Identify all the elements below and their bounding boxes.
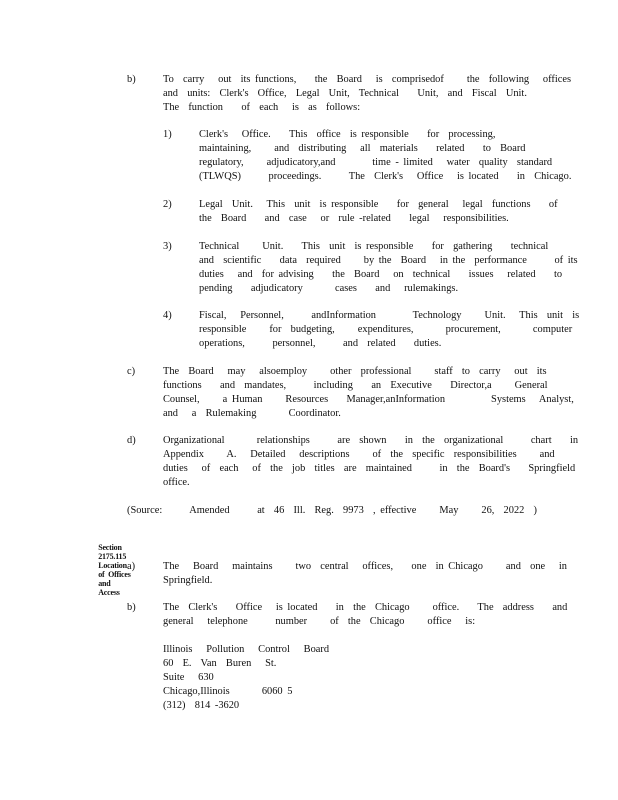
location-b-label: b): [127, 602, 136, 613]
source-note: [127, 504, 537, 518]
item-b-line: and units: Clerk's Office, Legal Unit, Technical Unit, and Fiscal Unit.: [163, 88, 527, 99]
location-a-line: The Board maintains two central offices, one in Chicago and one in: [163, 561, 567, 572]
subitem-line: maintaining, and distributing all materials related to Board: [199, 143, 526, 154]
address-line: Chicago,Illinois 6060 5: [163, 686, 293, 697]
section-title-offices: of Offices: [98, 570, 131, 579]
location-a-text: [163, 560, 567, 588]
subitem-line: Legal Unit. This unit is responsible for general legal functions of: [199, 199, 558, 210]
subitem-line: (TLWQS) proceedings. The Clerk's Office is located in Chicago.: [199, 171, 572, 182]
location-b-line: The Clerk's Office is located in the Chicago office. The address and: [163, 602, 568, 613]
item-b-line: To carry out its functions, the Board is comprisedof the following offices: [163, 74, 571, 85]
subitem-line: and scientific data required by the Board in the performance of its: [199, 255, 578, 266]
subitem-line: Clerk's Office. This office is responsible for processing,: [199, 129, 496, 140]
subitem-3-label: 3): [163, 241, 172, 252]
item-b-text: [163, 73, 571, 115]
location-a-label: a): [127, 561, 136, 572]
section-title-and: and: [98, 579, 111, 588]
location-b-line: general telephone number of the Chicago office is:: [163, 616, 476, 627]
address-line: 60 E. Van Buren St.: [163, 658, 277, 669]
item-d-line: Appendix A. Detailed descriptions of the specific responsibilities and: [163, 449, 555, 460]
subitem-4-text: [199, 309, 579, 351]
section-number: 2175.115: [98, 552, 127, 561]
subitem-4-label: 4): [163, 310, 172, 321]
item-c-line: Counsel, a Human Resources Manager,anInformation Systems Analyst,: [163, 394, 574, 405]
item-c-text: [163, 365, 574, 421]
item-c-label: c): [127, 366, 136, 377]
location-b-text: [163, 601, 567, 629]
item-d-line: duties of each of the job titles are maintained in the Board's Springfield: [163, 463, 576, 474]
location-a-line: Springfield.: [163, 575, 213, 586]
subitem-line: pending adjudicatory cases and rulemakings.: [199, 283, 459, 294]
address-line: (312) 814 -3620: [163, 700, 240, 711]
item-d-text: [163, 434, 578, 490]
subitem-line: Technical Unit. This unit is responsible for gathering technical: [199, 241, 549, 252]
subitem-3-text: [199, 240, 578, 296]
subitem-line: regulatory, adjudicatory,and time - limited water quality standard: [199, 157, 553, 168]
address-block: [163, 643, 329, 713]
address-line: Suite 630: [163, 672, 214, 683]
item-b-line: The function of each is as follows:: [163, 102, 361, 113]
section-heading: [91, 534, 145, 606]
item-d-label: d): [127, 435, 136, 446]
subitem-2-label: 2): [163, 199, 172, 210]
subitem-line: responsible for budgeting, expenditures, procurement, computer: [199, 324, 573, 335]
item-d-line: office.: [163, 477, 190, 488]
item-c-line: functions and mandates, including an Executive Director,a General: [163, 380, 548, 391]
section-title-access: Access: [98, 588, 120, 597]
subitem-2-text: [199, 198, 558, 226]
subitem-line: Fiscal, Personnel, andInformation Technology Unit. This unit is: [199, 310, 580, 321]
item-d-line: Organizational relationships are shown in the organizational chart in: [163, 435, 579, 446]
subitem-line: the Board and case or rule -related legal responsibilities.: [199, 213, 509, 224]
section-title-location: Location: [98, 561, 127, 570]
subitem-1-text: [199, 128, 571, 184]
source-note-text: (Source: Amended at 46 Ill. Reg. 9973 , effective May 26, 2022 ): [127, 505, 537, 516]
section-word: Section: [98, 543, 122, 552]
item-b-label: b): [127, 74, 136, 85]
item-c-line: The Board may alsoemploy other professional staff to carry out its: [163, 366, 547, 377]
subitem-line: operations, personnel, and related duties.: [199, 338, 442, 349]
subitem-line: duties and for advising the Board on technical issues related to: [199, 269, 563, 280]
subitem-1-label: 1): [163, 129, 172, 140]
address-line: Illinois Pollution Control Board: [163, 644, 330, 655]
item-c-line: and a Rulemaking Coordinator.: [163, 408, 341, 419]
